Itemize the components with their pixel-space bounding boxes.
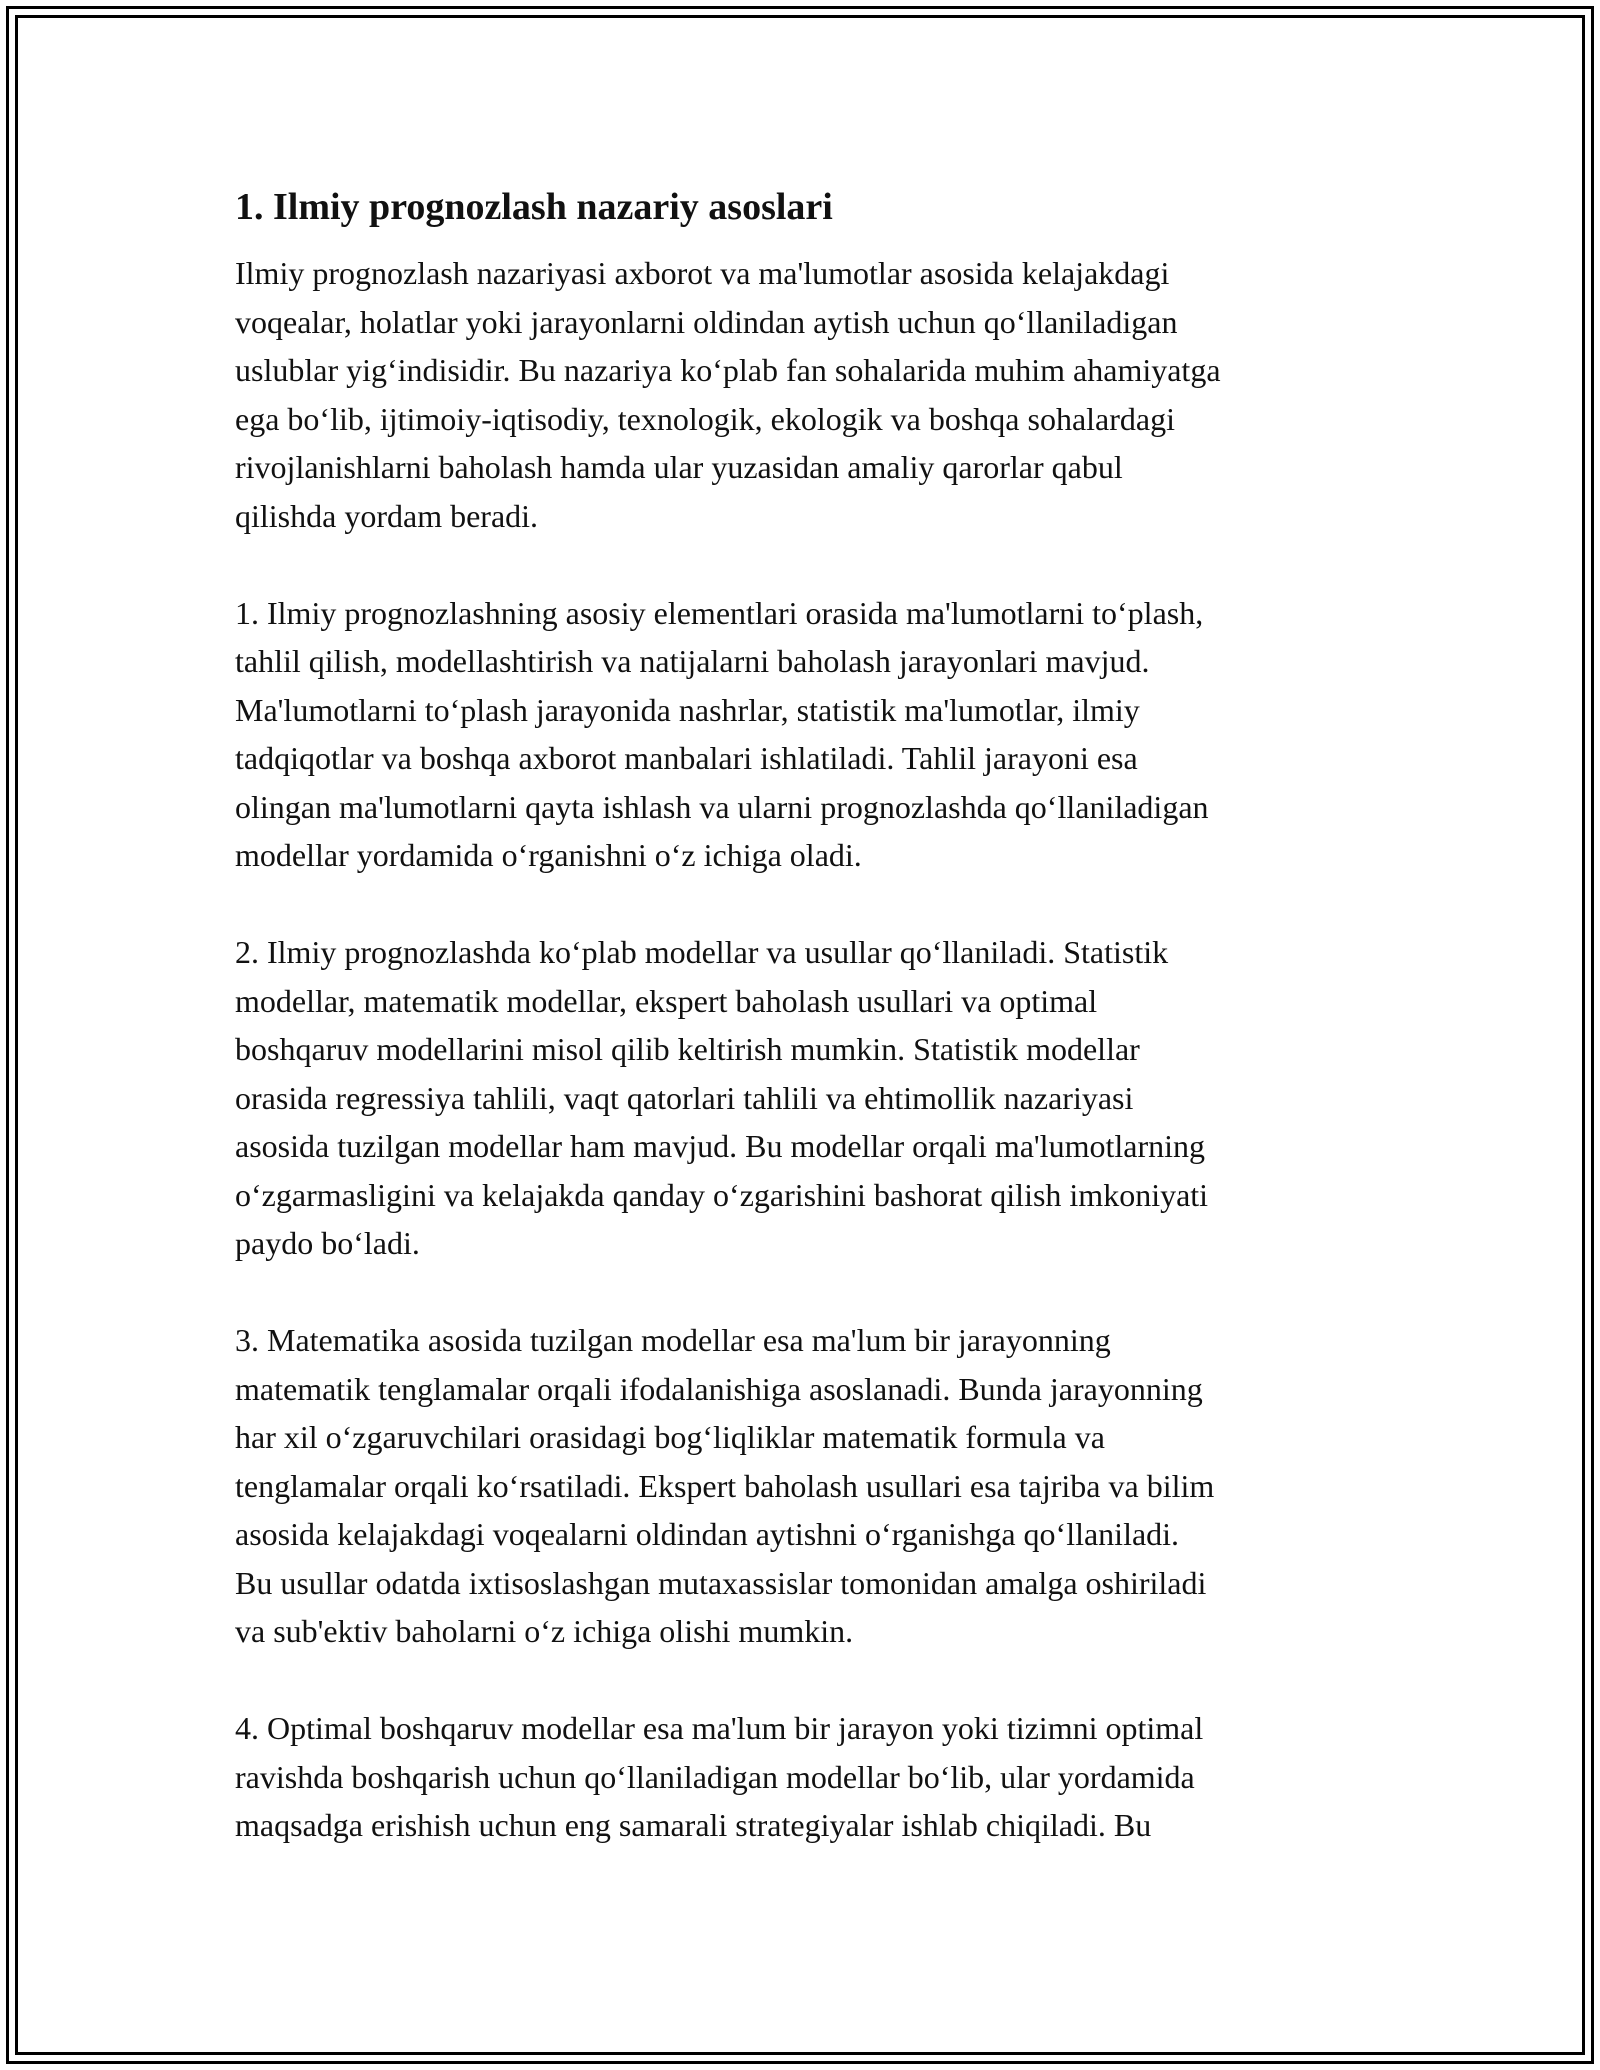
paragraph-line: qilishda yordam beradi. xyxy=(235,497,539,534)
paragraph-line: Ma'lumotlarni to‘plash jarayonida nashrlar, statistik ma'lumotlar, ilmiy xyxy=(235,691,1140,728)
paragraph-line: tadqiqotlar va boshqa axborot manbalari ishlatiladi. Tahlil jarayoni esa xyxy=(235,740,1138,776)
paragraph-line: tenglamalar orqali ko‘rsatiladi. Ekspert baholash usullari esa tajriba va bilim xyxy=(235,1467,1215,1504)
paragraph xyxy=(235,249,1375,540)
paragraph xyxy=(235,589,1375,880)
paragraph-line: modellar, matematik modellar, ekspert baholash usullari va optimal xyxy=(235,982,1098,1019)
paragraph-line: rivojlanishlarni baholash hamda ular yuzasidan amaliy qarorlar qabul xyxy=(235,449,1123,485)
paragraph xyxy=(235,1704,1375,1850)
paragraph-list xyxy=(235,249,1375,1850)
paragraph-line: 3. Matematika asosida tuzilgan modellar esa ma'lum bir jarayonning xyxy=(235,1322,1111,1358)
document-body xyxy=(235,183,1375,1898)
paragraph-line: orasida regressiya tahlili, vaqt qatorlari tahlili va ehtimollik nazariyasi xyxy=(235,1079,1134,1116)
paragraph-line: o‘zgarmasligini va kelajakda qanday o‘zgarishini bashorat qilish imkoniyati xyxy=(235,1176,1209,1213)
paragraph-line: Ilmiy prognozlash nazariyasi axborot va ma'lumotlar asosida kelajakdagi xyxy=(235,255,1170,291)
paragraph-line: olingan ma'lumotlarni qayta ishlash va ularni prognozlashda qo‘llaniladigan xyxy=(235,788,1209,825)
paragraph-line: ega bo‘lib, ijtimoiy-iqtisodiy, texnologik, ekologik va boshqa sohalardagi xyxy=(235,400,1175,437)
paragraph-line: voqealar, holatlar yoki jarayonlarni oldindan aytish uchun qo‘llaniladigan xyxy=(235,303,1178,340)
document-title: 1. Ilmiy prognozlash nazariy asoslari xyxy=(235,186,833,228)
paragraph-line: asosida kelajakdagi voqealarni oldindan aytishni o‘rganishga qo‘llaniladi. xyxy=(235,1516,1180,1552)
paragraph-line: asosida tuzilgan modellar ham mavjud. Bu modellar orqali ma'lumotlarning xyxy=(235,1128,1205,1164)
paragraph-line: Bu usullar odatda ixtisoslashgan mutaxassislar tomonidan amalga oshiriladi xyxy=(235,1564,1207,1601)
paragraph-line: va sub'ektiv baholarni o‘z ichiga olishi mumkin. xyxy=(235,1613,854,1649)
paragraph-line: matematik tenglamalar orqali ifodalanishiga asoslanadi. Bunda jarayonning xyxy=(235,1370,1203,1407)
paragraph-line: paydo bo‘ladi. xyxy=(235,1225,420,1261)
paragraph-line: har xil o‘zgaruvchilari orasidagi bog‘liqliklar matematik formula va xyxy=(235,1419,1105,1455)
paragraph-line: uslublar yig‘indisidir. Bu nazariya ko‘plab fan sohalarida muhim ahamiyatga xyxy=(235,352,1221,388)
paragraph-line: boshqaruv modellarini misol qilib keltirish mumkin. Statistik modellar xyxy=(235,1031,1140,1067)
paragraph-line: modellar yordamida o‘rganishni o‘z ichiga oladi. xyxy=(235,837,862,873)
paragraph-line: 1. Ilmiy prognozlashning asosiy elementlari orasida ma'lumotlarni to‘plash, xyxy=(235,594,1204,631)
paragraph xyxy=(235,1316,1375,1656)
paragraph-line: 4. Optimal boshqaruv modellar esa ma'lum bir jarayon yoki tizimni optimal xyxy=(235,1710,1204,1746)
paragraph-line: 2. Ilmiy prognozlashda ko‘plab modellar va usullar qo‘llaniladi. Statistik xyxy=(235,934,1169,970)
paragraph-line: tahlil qilish, modellashtirish va natijalarni baholash jarayonlari mavjud. xyxy=(235,643,1150,679)
paragraph-line: maqsadga erishish uchun eng samarali strategiyalar ishlab chiqiladi. Bu xyxy=(235,1807,1152,1843)
paragraph-line: ravishda boshqarish uchun qo‘llaniladigan modellar bo‘lib, ular yordamida xyxy=(235,1758,1195,1795)
paragraph xyxy=(235,928,1375,1268)
